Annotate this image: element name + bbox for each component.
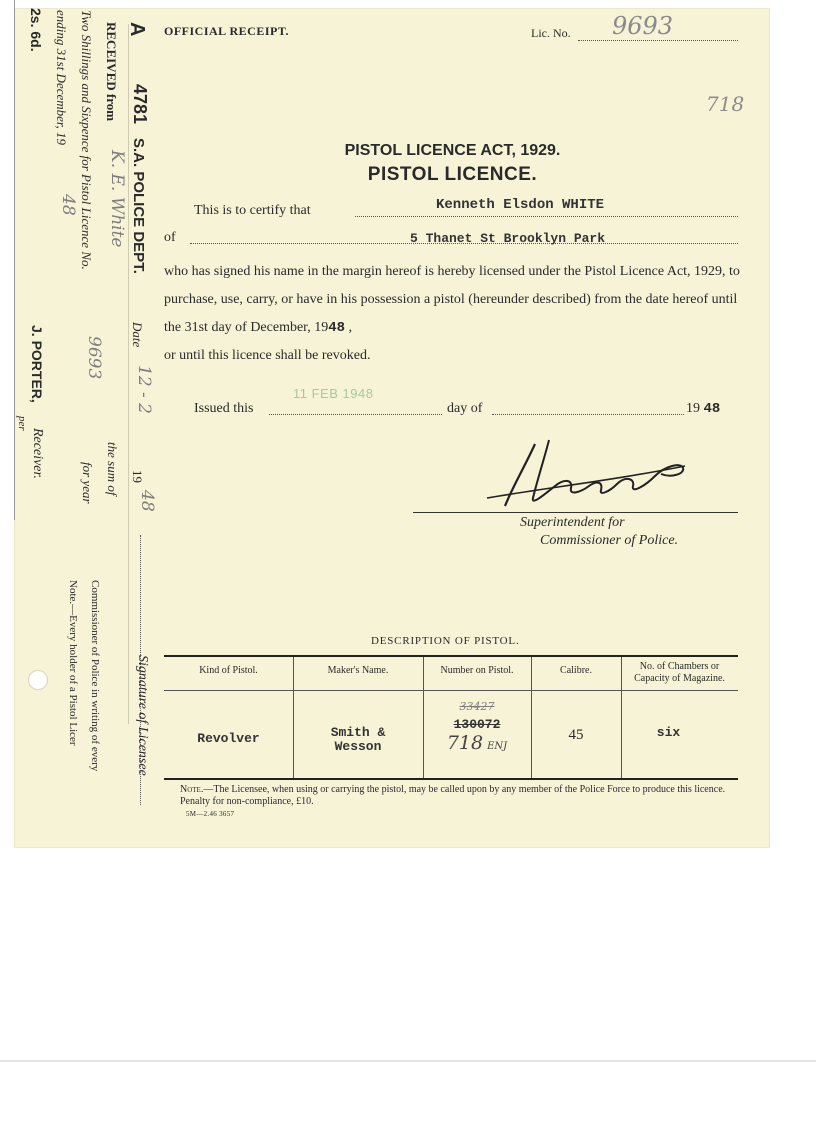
stub-receiver-per: per bbox=[16, 416, 28, 431]
commissioner-signature bbox=[485, 436, 695, 516]
of-label: of bbox=[164, 230, 176, 245]
stub-date-label: Date bbox=[130, 322, 145, 348]
paragraph-year: 48 bbox=[328, 320, 346, 336]
lic-no-label: Lic. No. bbox=[531, 26, 571, 40]
paragraph-end: or until this licence shall be revoked. bbox=[164, 348, 371, 363]
description-title: DESCRIPTION OF PISTOL. bbox=[371, 635, 520, 647]
stub-receipt-number: 4781 bbox=[130, 84, 150, 125]
stub-amount: 2s. 6d. bbox=[28, 8, 44, 52]
note-text: —The Licensee, when using or carrying the pistol, may be called upon by any member of the Police Force to produce this licence. Penalty for non-compliance, £10. bbox=[180, 784, 726, 807]
licensee-name-line bbox=[355, 216, 738, 217]
issued-month-line bbox=[492, 414, 684, 415]
col-kind-header: Kind of Pistol. bbox=[199, 665, 258, 676]
stub-date-year-printed: 19 bbox=[130, 470, 145, 483]
stub-date-value: 12 - 2 bbox=[134, 365, 154, 414]
stub-receiver-title: Receiver. bbox=[30, 428, 45, 479]
licence-title: PISTOL LICENCE. bbox=[367, 164, 538, 185]
margin-annotation: 718 bbox=[706, 92, 745, 116]
cell-calibre: 45 bbox=[568, 727, 584, 743]
cell-maker-line2: Wesson bbox=[334, 739, 382, 754]
signatory-title-2: Commissioner of Police. bbox=[540, 533, 679, 548]
stub-note-line2: Commissioner of Police in writing of every bbox=[89, 580, 101, 772]
stub-received-hand: K. E. White bbox=[107, 150, 127, 248]
issued-year-prefix: 19 bbox=[686, 401, 700, 416]
col-maker-header: Maker's Name. bbox=[327, 665, 389, 676]
cell-number bbox=[423, 700, 531, 754]
licence-paragraph bbox=[164, 258, 754, 370]
col-calibre-header: Calibre. bbox=[560, 665, 592, 676]
paragraph-part1: who has signed his name in the margin hereof is hereby licensed under the Pistol Licence Act, 1929, to purchase, use, carry, or have in his possession a pistol (hereunder described) from the date hereof until the 31st day of December, 19 bbox=[164, 264, 740, 335]
signature-line bbox=[413, 512, 738, 513]
licensee-address: 5 Thanet St Brooklyn Park bbox=[410, 231, 606, 246]
issued-label: Issued this bbox=[194, 401, 254, 416]
cell-maker bbox=[293, 726, 423, 754]
col-number-header: Number on Pistol. bbox=[440, 665, 514, 676]
cell-chambers: six bbox=[656, 725, 681, 740]
stub-form-letter: A bbox=[126, 22, 148, 37]
issued-year bbox=[686, 401, 720, 417]
stub-received-label: RECEIVED from bbox=[104, 22, 119, 122]
cell-maker-line1: Smith & bbox=[330, 725, 386, 740]
col-chambers-header: No. of Chambers or Capacity of Magazine. bbox=[634, 661, 725, 684]
issued-day-line bbox=[269, 414, 442, 415]
stub-licence-no-hand: 9693 bbox=[84, 336, 104, 380]
stub-note-line1: Note.—Every holder of a Pistol Licer bbox=[67, 580, 79, 746]
stub-edge-line bbox=[14, 0, 15, 520]
table-top-rule bbox=[164, 655, 738, 657]
stub-for-year: for year bbox=[80, 462, 95, 504]
cell-number-hand: 718 bbox=[446, 732, 484, 754]
stub-perforation bbox=[128, 24, 129, 724]
stub-ending-year-hand: 48 bbox=[58, 194, 78, 216]
punch-hole bbox=[29, 671, 47, 689]
note-label: Note. bbox=[180, 784, 204, 795]
table-header-rule bbox=[164, 690, 738, 691]
signatory-title-1: Superintendent for bbox=[520, 515, 625, 530]
stub-ending: ending 31st December, 19 bbox=[54, 10, 69, 146]
cell-number-struck: 130072 bbox=[453, 717, 501, 732]
stub-sum-label: the sum of bbox=[105, 442, 120, 496]
lic-no-value: 9693 bbox=[612, 12, 674, 40]
stub-department: S.A. POLICE DEPT. bbox=[130, 138, 147, 274]
official-receipt-heading: OFFICIAL RECEIPT. bbox=[164, 24, 289, 38]
day-of-label: day of bbox=[447, 401, 483, 416]
cell-number-initials: ENJ bbox=[487, 741, 508, 752]
print-code: 5M—2.46 3657 bbox=[186, 810, 235, 818]
stub-receiver-name: J. PORTER, bbox=[29, 325, 45, 403]
paragraph-part2: , bbox=[348, 320, 353, 335]
issued-year-typed: 48 bbox=[703, 401, 721, 417]
licence-note bbox=[180, 784, 745, 808]
lic-no-line bbox=[578, 40, 738, 41]
sleeve-edge bbox=[0, 1060, 816, 1062]
stub-amount-text: Two Shillings and Sixpence for Pistol Licence No. bbox=[79, 10, 94, 270]
stub-date-year-hand: 48 bbox=[137, 490, 157, 512]
stub-signature-label: Signature of Licensee bbox=[135, 655, 150, 776]
table-bottom-rule bbox=[164, 778, 738, 780]
cell-number-struck-top: 33427 bbox=[459, 700, 495, 713]
certify-label: This is to certify that bbox=[194, 203, 311, 218]
cell-kind: Revolver bbox=[197, 731, 260, 746]
date-stamp: 11 FEB 1948 bbox=[293, 386, 374, 401]
act-title: PISTOL LICENCE ACT, 1929. bbox=[344, 142, 561, 159]
licensee-name: Kenneth Elsdon WHITE bbox=[436, 197, 605, 213]
